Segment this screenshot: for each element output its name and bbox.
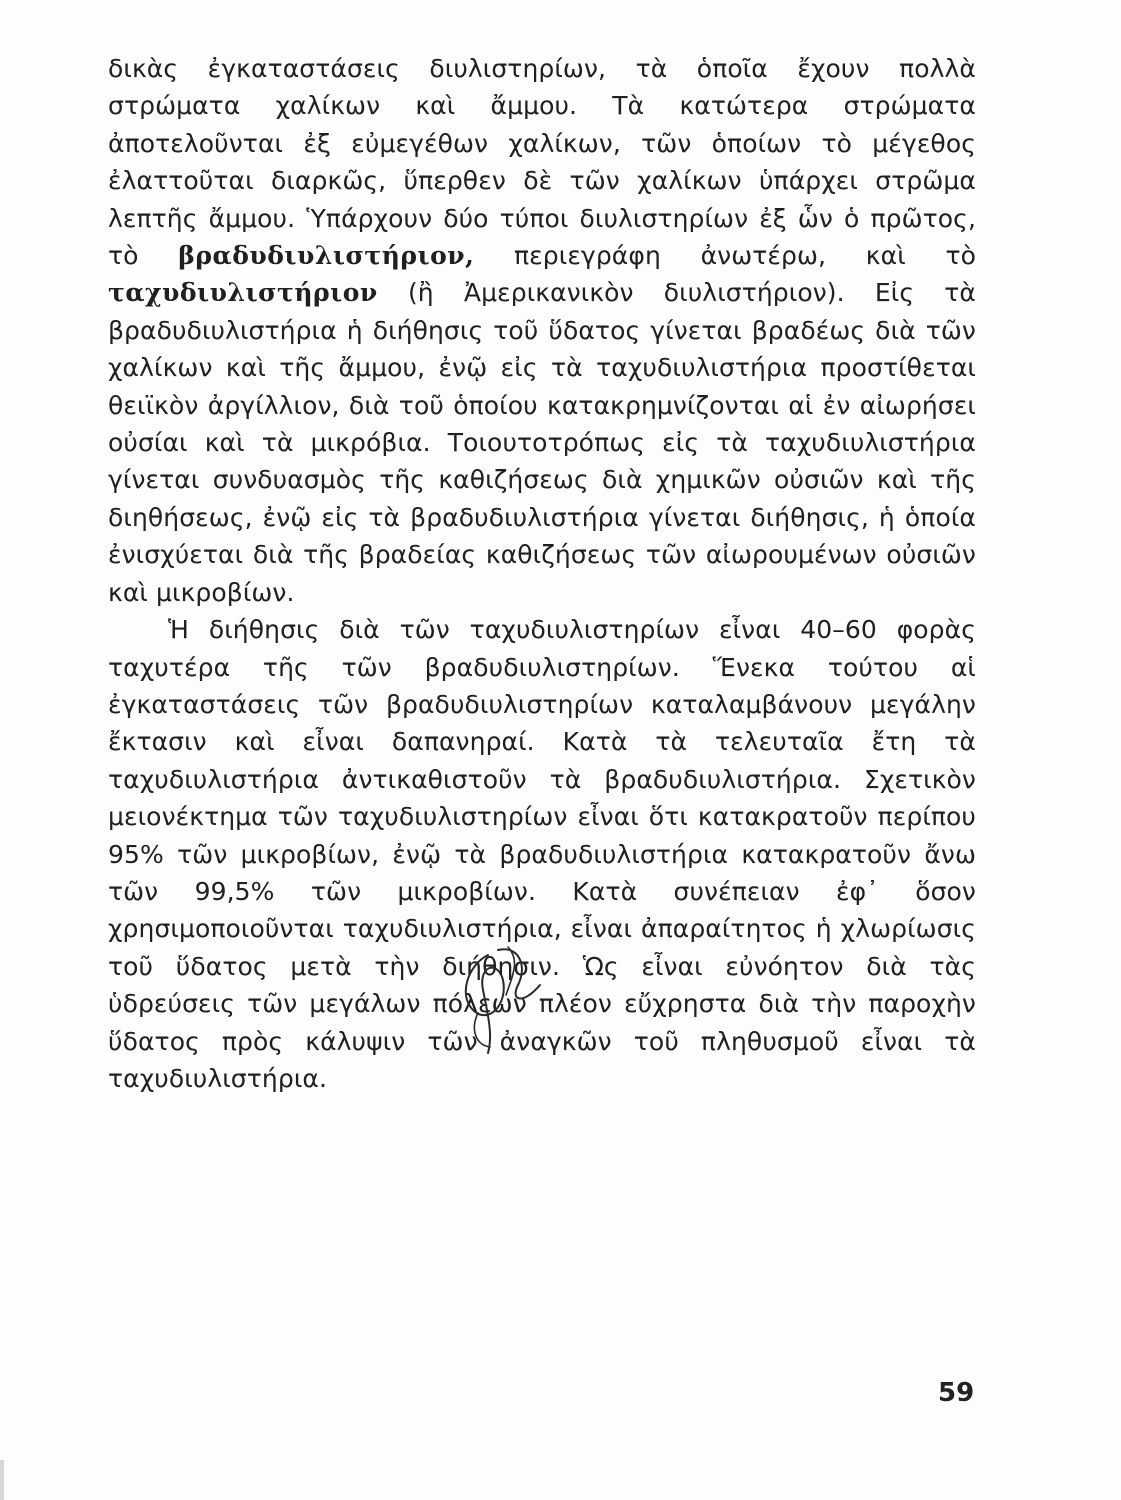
scan-edge-mark: [0, 1460, 4, 1500]
page-number: 59: [938, 1378, 975, 1408]
paragraph-2: Ἡ διήθησις διὰ τῶν ταχυδιυλιστηρίων εἶναι 40–60 φορὰς ταχυτέρα τῆς τῶν βραδυδιυλιστηρίων. Ἕνεκα τούτου αἱ ἐγκαταστάσεις τῶν βραδυδιυλιστηρίων καταλαμβάνουν μεγάλην ἔκτασιν καὶ εἶναι δαπανηραί. Κατὰ τὰ τελευταῖα ἔτη τὰ ταχυδιυλιστήρια ἀντικαθιστοῦν τὰ βραδυδιυλιστήρια. Σχετικὸν μειονέκτημα τῶν ταχυδιυλιστηρίων εἶναι ὅτι κατακρατοῦν περίπου 95% τῶν μικροβίων, ἐνῷ τὰ βραδυδιυλιστήρια κατακρατοῦν ἄνω τῶν 99,5% τῶν μικροβίων. Κατὰ συνέπειαν ἐφ᾽ ὅσον χρησιμοποιοῦνται ταχυδιυλιστήρια, εἶναι ἀπαραίτητος ἡ χλωρίωσις τοῦ ὕδατος μετὰ τὴν διήθησιν. Ὡς εἶναι εὐνόητον διὰ τὰς ὑδρεύσεις τῶν μεγάλων πόλεων πλέον εὔχρηστα διὰ τὴν παροχὴν ὕδατος πρὸς κάλυψιν τῶν ἀναγκῶν τοῦ πληθυσμοῦ εἶναι τὰ ταχυδιυλιστήρια.: [108, 615, 976, 1093]
paragraph-1-part-2: περιεγράφη ἀνωτέρω, καὶ τὸ: [474, 241, 976, 271]
handwritten-signature: [448, 935, 558, 1055]
term-rapid-filter: ταχυδιυλιστήριον: [108, 278, 378, 308]
paragraph-1-part-1: δικὰς ἐγκαταστάσεις διυλιστηρίων, τὰ ὁποῖα ἔχουν πολλὰ στρώματα χαλίκων καὶ ἄμμου. Τὰ κατώτερα στρώματα ἀποτελοῦνται ἐξ εὐμεγέθων χαλίκων, τῶν ὁποίων τὸ μέγεθος ἐλαττοῦται διαρκῶς, ὕπερθεν δὲ τῶν χαλίκων ὑπάρχει στρῶμα λεπτῆς ἄμμου. Ὑπάρχουν δύο τύποι διυλιστηρίων ἐξ ὧν ὁ πρῶτος, τὸ: [108, 54, 976, 271]
term-slow-filter: βραδυδιυλιστήριον,: [178, 241, 475, 271]
paragraph-1-part-3: (ἢ Ἀμερικανικὸν διυλιστήριον). Εἰς τὰ βραδυδιυλιστήρια ἡ διήθησις τοῦ ὕδατος γίνεται βραδέως διὰ τῶν χαλίκων καὶ τῆς ἄμμου, ἐνῷ εἰς τὰ ταχυδιυλιστήρια προστίθεται θειϊκὸν ἀργίλλιον, διὰ τοῦ ὁποίου κατακρημνίζονται αἱ ἐν αἰωρήσει οὐσίαι καὶ τὰ μικρόβια. Τοιουτοτρόπως εἰς τὰ ταχυδιυλιστήρια γίνεται συνδυασμὸς τῆς καθιζήσεως διὰ χημικῶν οὐσιῶν καὶ τῆς διηθήσεως, ἐνῷ εἰς τὰ βραδυδιυλιστήρια γίνεται διήθησις, ἡ ὁποία ἐνισχύεται διὰ τῆς βραδείας καθιζήσεως τῶν αἰωρουμένων οὐσιῶν καὶ μικροβίων.: [108, 278, 976, 607]
paragraph-1: [108, 50, 976, 611]
